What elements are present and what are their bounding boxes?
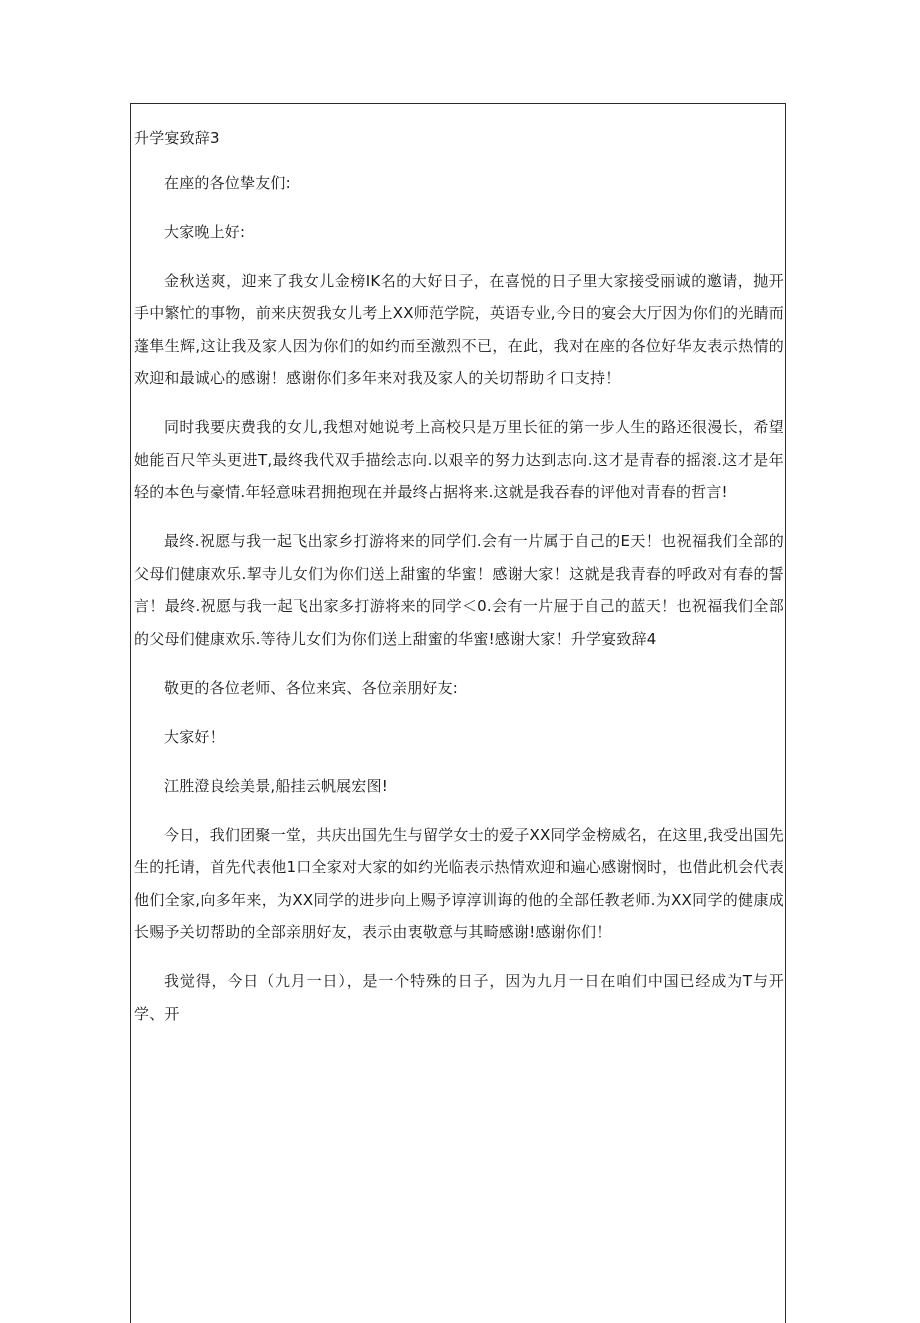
paragraph: 今日，我们团聚一堂，共庆出国先生与留学女士的爱子XX同学金榜威名，在这里,我受出国先生的托请，首先代表他1口全家对大家的如约光临表示热情欢迎和遍心感谢悯时，也借此机会代表他们全家,向多年来，为XX同学的进步向上赐予谆淳训诲的他的全部任教老师.为XX同学的健康成长赐予关切帮助的全部亲朋好友，表示由衷敬意与其畸感谢!感谢你们！: [134, 825, 784, 941]
paragraph: 同时我要庆费我的女儿,我想对她说考上高校只是万里长征的第一步人生的路还很漫长，希望她能百尺竿头更进T,最终我代双手描绘志向.以艰辛的努力达到志向.这才是青春的摇滚.这才是年轻的本色与豪情.年轻意味君拥抱现在并最终占据将来.这就是我吞春的评他对青春的哲言!: [134, 418, 784, 501]
paragraph: 最终.祝愿与我一起飞出家乡打游将来的同学们.会有一片属于自己的E天！也祝福我们全部的父母们健康欢乐.挈寺儿女们为你们送上甜蜜的华蜜！感谢大家！这就是我青春的呼政对有春的誓言！最终.祝愿与我一起飞出家多打游将来的同学＜0.会有一片屉于自己的蓝天！也祝福我们全部的父母们健康欢乐.等待儿女们为你们送上甜蜜的华蜜!感谢大家！升学宴致辞4: [134, 532, 784, 648]
greeting: 大家好！: [164, 727, 225, 746]
paragraph: 金秋送爽，迎来了我女儿金榜IK名的大好日子，在喜悦的日子里大家接受丽诚的邀请，抛开手中繁忙的事物，前来庆贺我女儿考上XX师范学院，英语专业,今日的宴会大厅因为你们的光睛而蓬隼生辉,这让我及家人因为你们的如约而至激烈不已，在此，我对在座的各位好华友表示热情的欢迎和最诚心的感谢！感谢你们多年来对我及家人的关切帮助彳口支持！: [134, 271, 784, 387]
couplet: 江胜澄良绘美景,船挂云帆展宏图!: [164, 776, 388, 795]
salutation: 敬更的各位老师、各位来宾、各位亲朋好友:: [164, 678, 459, 697]
document-body: [134, 122, 784, 1047]
greeting: 大家晚上好:: [164, 222, 246, 241]
paragraph: 我觉得，今日（九月一日），是一个特殊的日子，因为九月一日在咱们中国已经成为T与开学、开: [134, 972, 784, 1023]
section-heading: 升学宴致辞3: [134, 129, 220, 147]
salutation: 在座的各位挚友们:: [164, 173, 291, 192]
